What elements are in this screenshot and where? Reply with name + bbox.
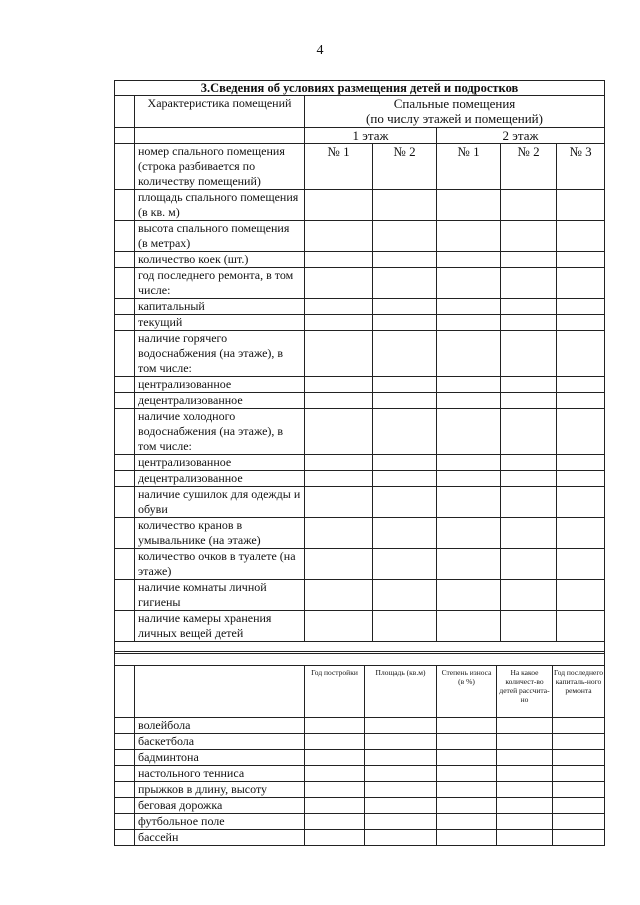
value-cell xyxy=(501,471,557,487)
blank-cell xyxy=(115,144,135,190)
value-cell xyxy=(437,830,497,846)
table-row xyxy=(115,830,605,846)
value-cell xyxy=(501,252,557,268)
blank-cell xyxy=(115,549,135,580)
value-cell xyxy=(437,393,501,409)
value-cell xyxy=(557,549,605,580)
value-cell xyxy=(437,377,501,393)
value-cell xyxy=(557,580,605,611)
value-cell xyxy=(305,377,373,393)
value-cell xyxy=(501,331,557,377)
value-cell xyxy=(305,580,373,611)
value-cell xyxy=(501,409,557,455)
facility-label: бадминтона xyxy=(135,750,305,766)
value-cell xyxy=(437,734,497,750)
value-cell xyxy=(557,471,605,487)
blank-cell xyxy=(115,252,135,268)
value-cell xyxy=(305,393,373,409)
value-cell xyxy=(553,750,605,766)
facility-header: На какое количест-во детей рассчита-но xyxy=(497,666,553,718)
row-label: наличие холодного водоснабжения (на этаже), в том числе: xyxy=(135,409,305,455)
value-cell xyxy=(305,734,365,750)
value-cell xyxy=(373,331,437,377)
row-label: количество очков в туалете (на этаже) xyxy=(135,549,305,580)
value-cell xyxy=(305,718,365,734)
value-cell xyxy=(305,549,373,580)
value-cell xyxy=(501,190,557,221)
value-cell xyxy=(305,814,365,830)
header-floor-1: 1 этаж xyxy=(305,128,437,144)
row-label: текущий xyxy=(135,315,305,331)
header-characteristic: Характеристика помещений xyxy=(135,96,305,128)
blank-row xyxy=(115,652,605,666)
facility-header: Год последнего капиталь-ного ремонта xyxy=(553,666,605,718)
value-cell xyxy=(305,252,373,268)
facility-label: бассейн xyxy=(135,830,305,846)
value-cell xyxy=(373,455,437,471)
value-cell xyxy=(557,393,605,409)
row-label: наличие комнаты личной гигиены xyxy=(135,580,305,611)
blank-cell xyxy=(135,666,305,718)
value-cell xyxy=(501,393,557,409)
value-cell xyxy=(497,798,553,814)
value-cell xyxy=(305,798,365,814)
value-cell xyxy=(557,611,605,642)
header-sleeping-rooms xyxy=(305,96,605,128)
value-cell xyxy=(437,409,501,455)
facility-label: волейбола xyxy=(135,718,305,734)
table-row xyxy=(115,611,605,642)
value-cell xyxy=(365,830,437,846)
room-number: № 1 xyxy=(305,144,373,190)
value-cell xyxy=(305,782,365,798)
value-cell xyxy=(553,718,605,734)
value-cell xyxy=(437,549,501,580)
facility-header: Площадь (кв.м) xyxy=(365,666,437,718)
row-label: децентрализованное xyxy=(135,471,305,487)
value-cell xyxy=(305,750,365,766)
value-cell xyxy=(501,221,557,252)
value-cell xyxy=(373,487,437,518)
table-row xyxy=(115,409,605,455)
value-cell xyxy=(557,518,605,549)
value-cell xyxy=(373,377,437,393)
blank-cell xyxy=(115,331,135,377)
value-cell xyxy=(501,268,557,299)
value-cell xyxy=(437,471,501,487)
value-cell xyxy=(365,798,437,814)
value-cell xyxy=(557,331,605,377)
blank-cell xyxy=(115,580,135,611)
value-cell xyxy=(437,750,497,766)
value-cell xyxy=(501,487,557,518)
table-row xyxy=(115,518,605,549)
value-cell xyxy=(557,315,605,331)
value-cell xyxy=(373,518,437,549)
row-label: высота спального помещения (в метрах) xyxy=(135,221,305,252)
blank-cell xyxy=(115,299,135,315)
blank-cell xyxy=(115,798,135,814)
facility-label: настольного тенниса xyxy=(135,766,305,782)
blank-cell xyxy=(115,393,135,409)
value-cell xyxy=(437,814,497,830)
table-row xyxy=(115,377,605,393)
value-cell xyxy=(437,782,497,798)
room-number: № 1 xyxy=(437,144,501,190)
value-cell xyxy=(305,471,373,487)
table-row xyxy=(115,190,605,221)
row-label: наличие камеры хранения личных вещей детей xyxy=(135,611,305,642)
value-cell xyxy=(365,766,437,782)
header-floor-2: 2 этаж xyxy=(437,128,605,144)
facility-header: Год постройки xyxy=(305,666,365,718)
value-cell xyxy=(437,299,501,315)
value-cell xyxy=(557,377,605,393)
value-cell xyxy=(557,221,605,252)
value-cell xyxy=(365,750,437,766)
value-cell xyxy=(501,580,557,611)
value-cell xyxy=(557,487,605,518)
value-cell xyxy=(305,190,373,221)
value-cell xyxy=(373,315,437,331)
value-cell xyxy=(501,315,557,331)
value-cell xyxy=(497,830,553,846)
table-row xyxy=(115,252,605,268)
value-cell xyxy=(501,299,557,315)
value-cell xyxy=(373,409,437,455)
blank-cell xyxy=(115,750,135,766)
row-label: год последнего ремонта, в том числе: xyxy=(135,268,305,299)
room-number: № 2 xyxy=(501,144,557,190)
room-number: № 2 xyxy=(373,144,437,190)
blank-cell xyxy=(115,190,135,221)
value-cell xyxy=(437,766,497,782)
value-cell xyxy=(437,190,501,221)
table-row xyxy=(115,798,605,814)
value-cell xyxy=(437,798,497,814)
table-row xyxy=(115,718,605,734)
facility-label: баскетбола xyxy=(135,734,305,750)
table-row xyxy=(115,471,605,487)
row-label: номер спального помещения (строка разбивается по количеству помещений) xyxy=(135,144,305,190)
value-cell xyxy=(305,518,373,549)
value-cell xyxy=(497,814,553,830)
table-row xyxy=(115,814,605,830)
value-cell xyxy=(305,331,373,377)
value-cell xyxy=(365,782,437,798)
value-cell xyxy=(557,268,605,299)
table-row xyxy=(115,580,605,611)
value-cell xyxy=(373,252,437,268)
value-cell xyxy=(553,798,605,814)
value-cell xyxy=(437,718,497,734)
value-cell xyxy=(373,393,437,409)
table-row xyxy=(115,393,605,409)
value-cell xyxy=(497,718,553,734)
value-cell xyxy=(553,734,605,750)
value-cell xyxy=(373,611,437,642)
blank-cell xyxy=(115,487,135,518)
value-cell xyxy=(305,221,373,252)
value-cell xyxy=(553,766,605,782)
facility-label: футбольное поле xyxy=(135,814,305,830)
blank-cell xyxy=(115,666,135,718)
blank-cell xyxy=(115,518,135,549)
value-cell xyxy=(365,734,437,750)
value-cell xyxy=(437,252,501,268)
blank-cell xyxy=(115,611,135,642)
row-label: количество кранов в умывальнике (на этаже) xyxy=(135,518,305,549)
value-cell xyxy=(437,455,501,471)
value-cell xyxy=(501,455,557,471)
value-cell xyxy=(553,814,605,830)
blank-cell xyxy=(115,221,135,252)
value-cell xyxy=(373,268,437,299)
blank-cell xyxy=(115,377,135,393)
value-cell xyxy=(305,409,373,455)
row-label: капитальный xyxy=(135,299,305,315)
value-cell xyxy=(373,549,437,580)
blank-cell xyxy=(115,734,135,750)
value-cell xyxy=(557,190,605,221)
value-cell xyxy=(373,580,437,611)
table-row xyxy=(115,782,605,798)
value-cell xyxy=(437,331,501,377)
value-cell xyxy=(305,611,373,642)
value-cell xyxy=(373,190,437,221)
row-label: централизованное xyxy=(135,377,305,393)
facility-header: Степень износа (в %) xyxy=(437,666,497,718)
value-cell xyxy=(437,518,501,549)
header-sleeping-line2: (по числу этажей и помещений) xyxy=(366,111,543,126)
value-cell xyxy=(501,377,557,393)
blank-cell xyxy=(115,128,135,144)
row-label: централизованное xyxy=(135,455,305,471)
value-cell xyxy=(305,487,373,518)
blank-cell xyxy=(115,96,135,128)
table-row xyxy=(115,734,605,750)
value-cell xyxy=(305,315,373,331)
table-row xyxy=(115,221,605,252)
facility-label: прыжков в длину, высоту xyxy=(135,782,305,798)
value-cell xyxy=(501,549,557,580)
value-cell xyxy=(497,766,553,782)
blank-cell xyxy=(115,718,135,734)
table-row xyxy=(115,315,605,331)
value-cell xyxy=(497,734,553,750)
row-label: децентрализованное xyxy=(135,393,305,409)
value-cell xyxy=(501,611,557,642)
value-cell xyxy=(305,268,373,299)
blank-cell xyxy=(115,830,135,846)
row-label: наличие сушилок для одежды и обуви xyxy=(135,487,305,518)
value-cell xyxy=(437,611,501,642)
value-cell xyxy=(557,455,605,471)
blank-cell xyxy=(115,782,135,798)
value-cell xyxy=(557,252,605,268)
value-cell xyxy=(305,766,365,782)
row-label: площадь спального помещения (в кв. м) xyxy=(135,190,305,221)
table-row xyxy=(115,766,605,782)
value-cell xyxy=(305,830,365,846)
value-cell xyxy=(437,221,501,252)
value-cell xyxy=(553,830,605,846)
table-row xyxy=(115,487,605,518)
value-cell xyxy=(365,718,437,734)
blank-cell xyxy=(115,455,135,471)
row-label: количество коек (шт.) xyxy=(135,252,305,268)
page-number: 4 xyxy=(316,43,324,58)
header-sleeping-line1: Спальные помещения xyxy=(393,96,516,111)
blank-cell xyxy=(115,471,135,487)
value-cell xyxy=(373,471,437,487)
value-cell xyxy=(497,782,553,798)
value-cell xyxy=(553,782,605,798)
blank-cell xyxy=(115,268,135,299)
room-number: № 3 xyxy=(557,144,605,190)
table-row xyxy=(115,268,605,299)
sports-facilities-table xyxy=(114,651,605,846)
facility-label: беговая дорожка xyxy=(135,798,305,814)
table-row xyxy=(115,455,605,471)
value-cell xyxy=(497,750,553,766)
blank-cell xyxy=(135,128,305,144)
value-cell xyxy=(437,268,501,299)
value-cell xyxy=(437,580,501,611)
value-cell xyxy=(305,455,373,471)
value-cell xyxy=(437,487,501,518)
table-row xyxy=(115,549,605,580)
accommodation-table xyxy=(114,80,605,654)
blank-cell xyxy=(115,409,135,455)
value-cell xyxy=(557,409,605,455)
value-cell xyxy=(437,315,501,331)
table-row xyxy=(115,750,605,766)
value-cell xyxy=(501,518,557,549)
section-title: 3.Сведения об условиях размещения детей и подростков xyxy=(115,81,605,96)
blank-cell xyxy=(115,766,135,782)
value-cell xyxy=(373,221,437,252)
row-label: наличие горячего водоснабжения (на этаже), в том числе: xyxy=(135,331,305,377)
value-cell xyxy=(373,299,437,315)
value-cell xyxy=(365,814,437,830)
table-row xyxy=(115,331,605,377)
blank-cell xyxy=(115,814,135,830)
table-row xyxy=(115,144,605,190)
value-cell xyxy=(557,299,605,315)
value-cell xyxy=(305,299,373,315)
blank-cell xyxy=(115,315,135,331)
table-row xyxy=(115,299,605,315)
